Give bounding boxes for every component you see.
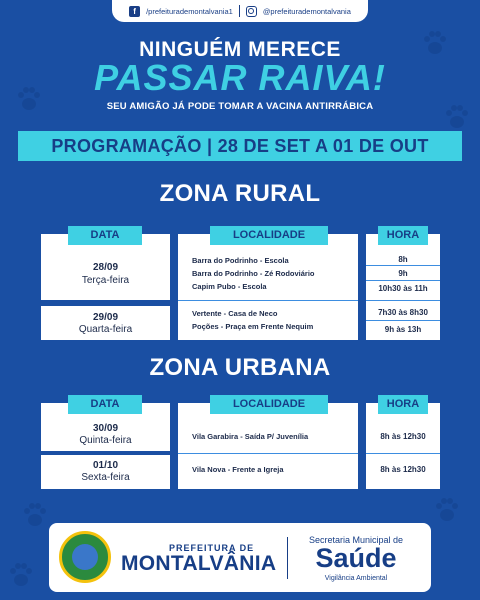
- rural-zone-title: ZONA RURAL: [159, 180, 321, 207]
- weekday: Quarta-feira: [78, 324, 133, 335]
- date: 30/09: [92, 423, 119, 434]
- headline-subtitle: SEU AMIGÃO JÁ PODE TOMAR A VACINA ANTIRRÁBICA: [106, 101, 374, 112]
- divider: [366, 300, 440, 301]
- rural-hour-cell: [366, 234, 440, 340]
- weekday: Terça-feira: [81, 275, 130, 286]
- hour-item: 8h às 12h30: [380, 432, 426, 441]
- divider: [178, 300, 358, 301]
- urban-date-cell-2: [41, 455, 170, 489]
- divider: [366, 280, 440, 281]
- social-media-bar: [112, 0, 368, 22]
- weekday: Sexta-feira: [81, 472, 130, 483]
- divider: [366, 453, 440, 454]
- instagram-icon[interactable]: [246, 6, 257, 17]
- divider: [366, 320, 440, 321]
- urban-location-cell: [178, 403, 358, 489]
- program-banner: PROGRAMAÇÃO | 28 DE SET A 01 DE OUT: [18, 131, 462, 161]
- instagram-handle[interactable]: @prefeiturademontalvania: [262, 6, 351, 16]
- location-item: Barra do Podrinho - Escola: [192, 256, 289, 265]
- footer-logos: [49, 523, 431, 592]
- urban-zone-title: ZONA URBANA: [149, 354, 331, 381]
- location-item: Vertente - Casa de Neco: [192, 309, 278, 318]
- paw-print-icon: [20, 500, 50, 530]
- vigilancia-label: Vigilância Ambiental: [324, 575, 388, 582]
- municipal-seal-logo: [59, 531, 111, 583]
- column-header-location: LOCALIDADE: [210, 395, 328, 414]
- rural-location-cell: [178, 234, 358, 340]
- column-header-date: DATA: [68, 395, 142, 414]
- divider: [287, 537, 288, 579]
- divider: [239, 5, 240, 17]
- location-item: Vila Nova - Frente a Igreja: [192, 465, 284, 474]
- weekday: Quinta-feira: [79, 435, 132, 446]
- column-header-hour: HORA: [378, 395, 428, 414]
- location-item: Barra do Podrinho - Zé Rodoviário: [192, 269, 315, 278]
- city-name: MONTALVÂNIA: [121, 552, 277, 575]
- facebook-handle[interactable]: /prefeiturademontalvania1: [146, 6, 233, 16]
- saude-title: Saúde: [315, 543, 397, 573]
- divider: [178, 453, 358, 454]
- paw-print-icon: [432, 495, 462, 525]
- divider: [366, 265, 440, 266]
- location-item: Poções - Praça em Frente Nequim: [192, 322, 314, 331]
- column-header-date: DATA: [68, 226, 142, 245]
- rural-date-cell-2: [41, 306, 170, 340]
- hour-item: 10h30 às 11h: [378, 284, 428, 293]
- location-item: Capim Pubo - Escola: [192, 282, 267, 291]
- column-header-location: LOCALIDADE: [210, 226, 328, 245]
- hour-item: 7h30 às 8h30: [378, 308, 428, 317]
- column-header-hour: HORA: [378, 226, 428, 245]
- headline-line1: NINGUÉM MERECE: [139, 38, 341, 61]
- urban-hour-cell: [366, 403, 440, 489]
- hour-item: 9h: [398, 269, 408, 278]
- secretaria-label: Secretaria Municipal de: [308, 535, 404, 545]
- prefeitura-label: PREFEITURA DE: [169, 543, 255, 553]
- date: 28/09: [92, 262, 119, 273]
- hour-item: 8h: [398, 255, 408, 264]
- headline-line2: PASSAR RAIVA!: [94, 57, 386, 98]
- hour-item: 8h às 12h30: [380, 465, 426, 474]
- date: 29/09: [92, 312, 119, 323]
- location-item: Vila Garabira - Saída P/ Juvenília: [192, 432, 309, 441]
- date: 01/10: [92, 460, 119, 471]
- facebook-icon[interactable]: f: [129, 6, 140, 17]
- hour-item: 9h às 13h: [384, 325, 422, 334]
- paw-print-icon: [6, 560, 36, 590]
